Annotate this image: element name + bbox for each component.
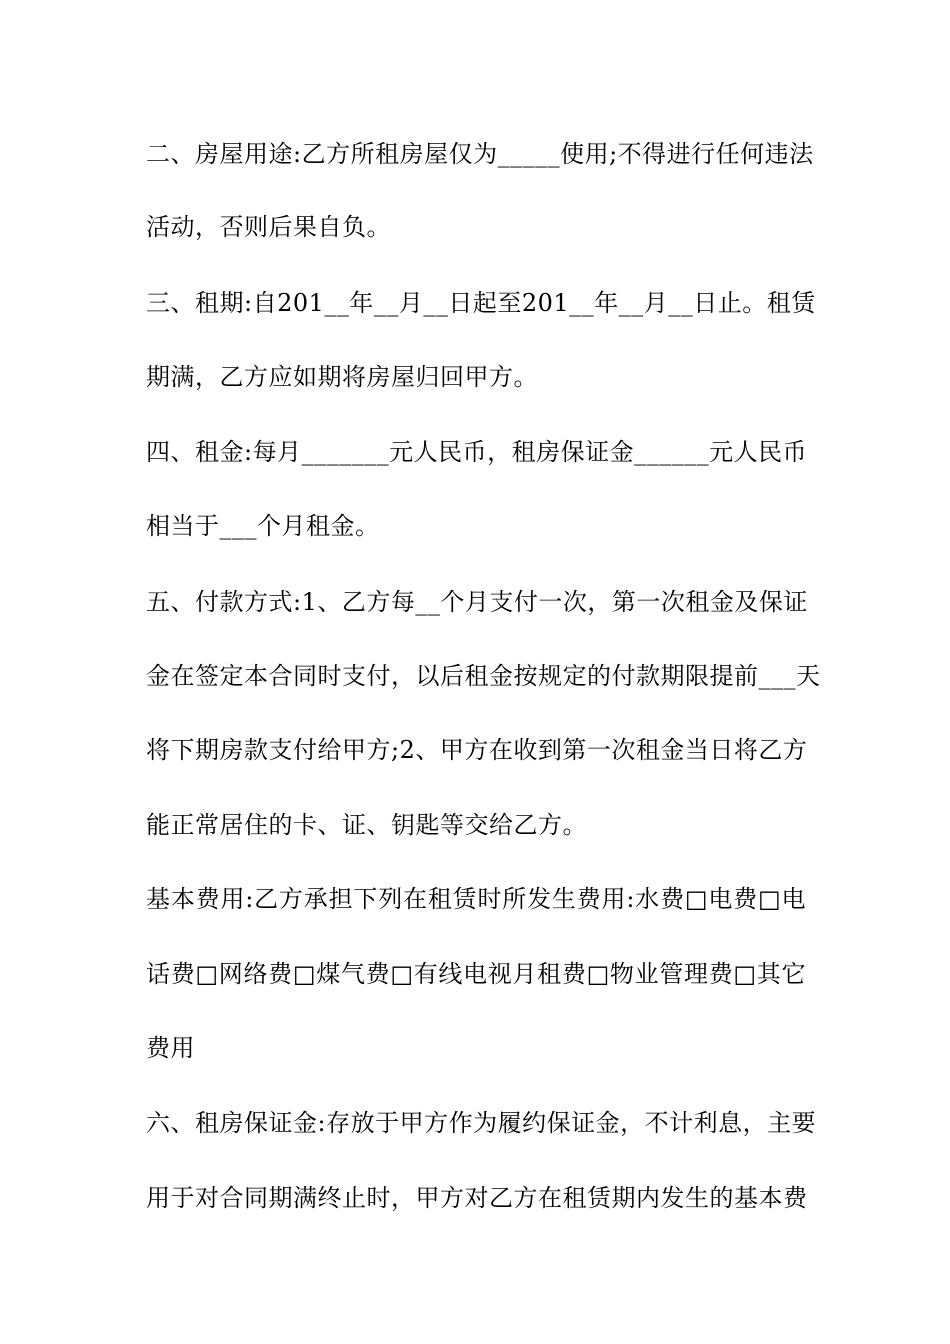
paragraph-line-5: 四、租金:每月_______元人民币，租房保证金______元人民币 [146, 438, 808, 466]
paragraph-line-1: 二、房屋用途:乙方所租房屋仅为_____使用;不得进行任何违法 [146, 140, 814, 168]
paragraph-line-3: 三、租期:自201__年__月__日起至201__年__月__日止。租赁 [146, 289, 816, 317]
paragraph-line-7: 五、付款方式:1、乙方每__个月支付一次，第一次租金及保证 [146, 588, 808, 616]
paragraph-line-6: 相当于___个月租金。 [146, 512, 380, 540]
paragraph-line-13: 费用 [146, 1034, 195, 1062]
paragraph-line-8: 金在签定本合同时支付，以后租金按规定的付款期限提前___天 [146, 662, 821, 690]
paragraph-line-12: 话费□网络费□煤气费□有线电视月租费□物业管理费□其它 [146, 960, 806, 988]
paragraph-line-14: 六、租房保证金:存放于甲方作为履约保证金，不计利息，主要 [146, 1109, 817, 1137]
paragraph-line-11: 基本费用:乙方承担下列在租赁时所发生费用:水费□电费□电 [146, 885, 806, 913]
paragraph-line-9: 将下期房款支付给甲方;2、甲方在收到第一次租金当日将乙方 [146, 736, 808, 764]
paragraph-line-2: 活动，否则后果自负。 [146, 213, 391, 241]
paragraph-line-4: 期满，乙方应如期将房屋归回甲方。 [146, 363, 538, 391]
paragraph-line-10: 能正常居住的卡、证、钥匙等交给乙方。 [146, 811, 587, 839]
paragraph-line-15: 用于对合同期满终止时，甲方对乙方在租赁期内发生的基本费 [146, 1184, 808, 1212]
